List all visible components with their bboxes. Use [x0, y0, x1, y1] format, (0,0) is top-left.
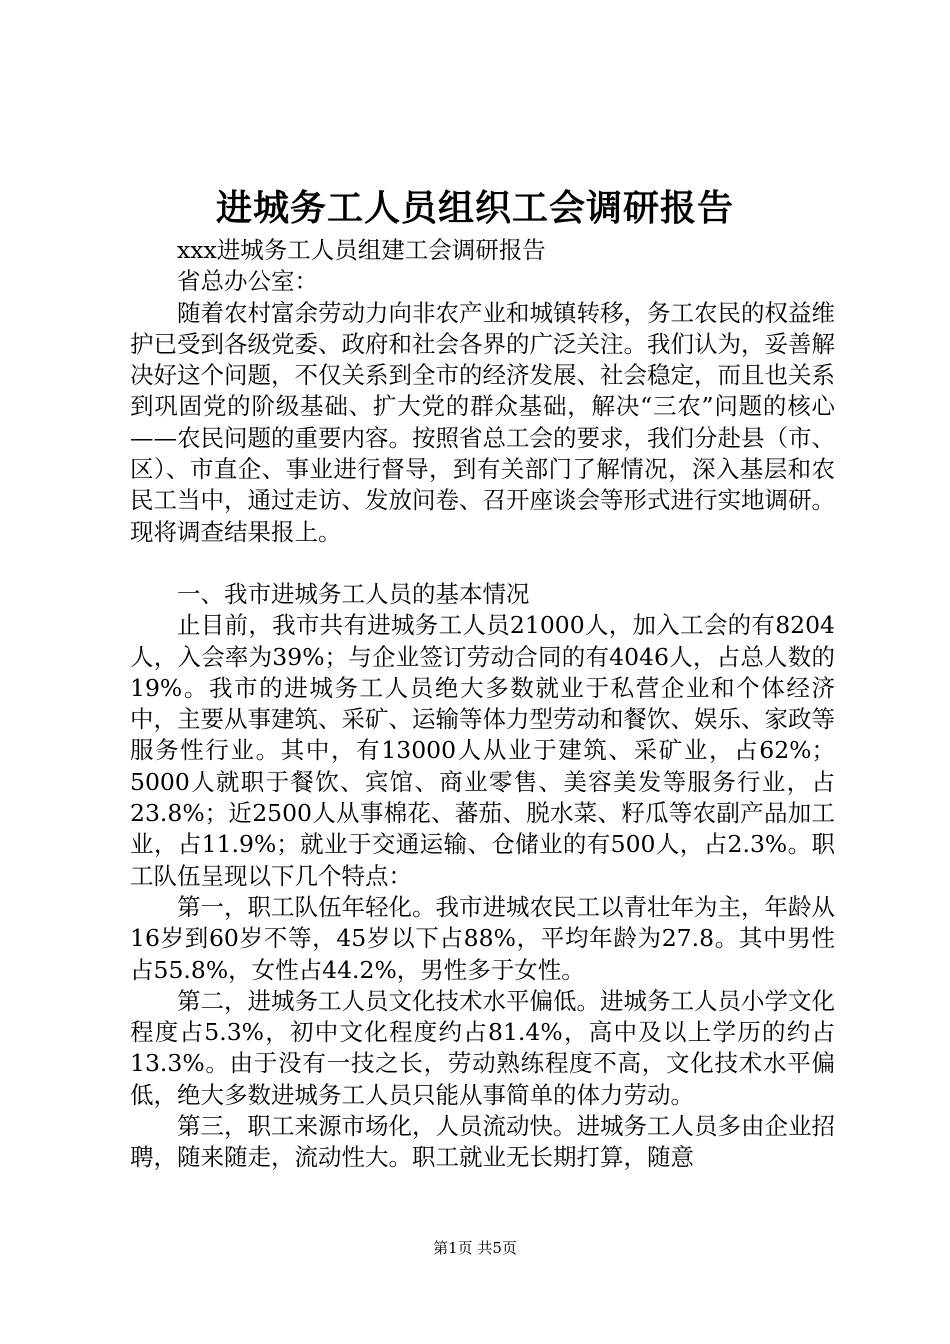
basic-situation-paragraph: 止目前，我市共有进城务工人员21000人，加入工会的有8204人，入会率为39%；与企业签订劳动合同的有4046人，占总人数的19%。我市的进城务工人员绝大多数就业于私营企业和个体经济中，主要从事建筑、采矿、运输等体力型劳动和餐饮、娱乐、家政等服务性行业。其中，有13000人从业于建筑、采矿业，占62%；5000人就职于餐饮、宾馆、商业零售、美容美发等服务行业，占23.8%；近2500人从事棉花、蕃茄、脱水菜、籽瓜等农副产品加工业，占11.9%；就业于交通运输、仓储业的有500人，占2.3%。职工队伍呈现以下几个特点： — [130, 611, 835, 890]
feature-2-paragraph: 第二，进城务工人员文化技术水平偏低。进城务工人员小学文化程度占5.3%，初中文化程度约占81.4%，高中及以上学历的约占13.3%。由于没有一技之长，劳动熟练程度不高，文化技术水平偏低，绝大多数进城务工人员只能从事简单的体力劳动。 — [130, 986, 835, 1109]
paragraph-gap — [130, 548, 835, 579]
page-number-footer: 第1页 共5页 — [433, 1239, 517, 1257]
document-title: 进城务工人员组织工会调研报告 — [215, 187, 734, 229]
section-heading-1: 一、我市进城务工人员的基本情况 — [177, 579, 530, 608]
intro-paragraph: 随着农村富余劳动力向非农产业和城镇转移，务工农民的权益维护已受到各级党委、政府和社会各界的广泛关注。我们认为，妥善解决好这个问题，不仅关系到全市的经济发展、社会稳定，而且也关系到巩固党的阶级基础、扩大党的群众基础，解决“三农”问题的核心——农民问题的重要内容。按照省总工会的要求，我们分赴县（市、区）、市直企、事业进行督导，到有关部门了解情况，深入基层和农民工当中，通过走访、发放问卷、召开座谈会等形式进行实地调研。现将调查结果报上。 — [130, 298, 835, 546]
feature-1-paragraph: 第一，职工队伍年轻化。我市进城农民工以青壮年为主，年龄从16岁到60岁不等，45岁以下占88%，平均年龄为27.8。其中男性占55.8%，女性占44.2%，男性多于女性。 — [130, 892, 835, 984]
report-subtitle: xxx进城务工人员组建工会调研报告 — [177, 236, 546, 264]
addressee-line: 省总办公室： — [177, 267, 318, 296]
document-body — [130, 235, 835, 1174]
feature-3-paragraph: 第三，职工来源市场化，人员流动快。进城务工人员多由企业招聘，随来随走，流动性大。职工就业无长期打算，随意 — [130, 1112, 835, 1172]
